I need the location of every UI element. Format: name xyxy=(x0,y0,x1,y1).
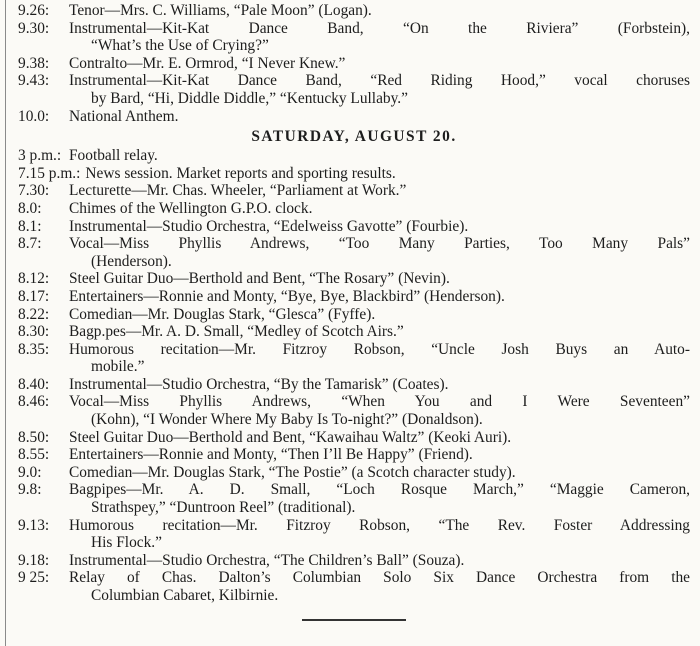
entry-line: Humorous recitation—Mr. Fitzroy Robson, “Uncle Josh Buys an Auto- xyxy=(69,340,690,358)
entry-description xyxy=(69,20,690,55)
programme-entry xyxy=(18,341,690,376)
entry-time: 10.0: xyxy=(18,107,50,125)
programme-entry xyxy=(18,464,690,482)
entry-description xyxy=(69,2,690,20)
programme-entry xyxy=(18,218,690,236)
entry-description xyxy=(69,165,690,183)
entry-line: Comedian—Mr. Douglas Stark, “The Postie” (a Scotch character study). xyxy=(69,463,516,481)
entry-line: Instrumental—Kit-Kat Dance Band, “On the Riviera” (Forbstein), xyxy=(69,19,690,37)
entry-line: “What’s the Use of Crying?” xyxy=(91,37,269,55)
entry-time: 9.30: xyxy=(18,19,50,37)
entry-description xyxy=(69,108,690,126)
entry-description xyxy=(69,306,690,324)
entry-description xyxy=(69,429,690,447)
programme-entry xyxy=(18,288,690,306)
entry-line: Tenor—Mrs. C. Williams, “Pale Moon” (Logan). xyxy=(69,2,372,19)
entry-line: Entertainers—Ronnie and Monty, “Bye, Bye, Blackbird” (Henderson). xyxy=(69,287,505,305)
end-rule xyxy=(302,619,406,621)
programme-entry xyxy=(18,55,690,73)
programme-entry xyxy=(18,182,690,200)
entry-description xyxy=(69,481,690,516)
programme-listing xyxy=(18,2,690,621)
entry-line: Vocal—Miss Phyllis Andrews, “When You and I Were Seventeen” xyxy=(69,393,690,411)
entry-line: Instrumental—Studio Orchestra, “The Children’s Ball” (Souza). xyxy=(69,551,465,569)
programme-entry xyxy=(18,270,690,288)
entry-description xyxy=(69,517,690,552)
entry-description xyxy=(69,341,690,376)
entry-line: Relay of Chas. Dalton’s Columbian Solo Six Dance Orchestra from the xyxy=(69,569,690,587)
entry-time: 7.15 p.m.: xyxy=(18,164,81,182)
entry-line: Bagp.pes—Mr. A. D. Small, “Medley of Scotch Airs.” xyxy=(69,323,404,341)
entry-time: 9.8: xyxy=(18,481,42,499)
programme-entry xyxy=(18,446,690,464)
entry-description xyxy=(69,55,690,73)
entry-description xyxy=(69,147,690,165)
programme-entry xyxy=(18,72,690,107)
entry-description xyxy=(69,200,690,218)
entry-time: 9.18: xyxy=(18,551,50,569)
entry-time: 8.55: xyxy=(18,446,50,464)
column-rule xyxy=(5,0,6,646)
entry-description xyxy=(69,569,690,604)
entry-line: Bagpipes—Mr. A. D. Small, “Loch Rosque March,” “Maggie Cameron, xyxy=(69,481,690,499)
entry-line: Contralto—Mr. E. Ormrod, “I Never Knew.” xyxy=(69,54,346,72)
entry-time: 8.40: xyxy=(18,375,50,393)
entry-description xyxy=(69,464,690,482)
programme-entry xyxy=(18,569,690,604)
entry-description xyxy=(69,446,690,464)
entry-line: Instrumental—Kit-Kat Dance Band, “Red Riding Hood,” vocal choruses xyxy=(69,72,690,90)
programme-entry xyxy=(18,306,690,324)
entry-line: Football relay. xyxy=(69,147,158,165)
entry-time: 9.43: xyxy=(18,72,50,90)
entry-time: 9.26: xyxy=(18,2,50,19)
programme-entry xyxy=(18,517,690,552)
entry-line: by Bard, “Hi, Diddle Diddle,” “Kentucky Lullaby.” xyxy=(91,89,408,107)
entry-line: mobile.” xyxy=(91,358,145,376)
entry-time: 8.22: xyxy=(18,305,50,323)
programme-entry xyxy=(18,165,690,183)
entry-description xyxy=(69,218,690,236)
entry-description xyxy=(69,270,690,288)
entry-line: Entertainers—Ronnie and Monty, “Then I’ll Be Happy” (Friend). xyxy=(69,446,473,464)
entry-description xyxy=(69,182,690,200)
entry-time: 9.38: xyxy=(18,54,50,72)
entry-description xyxy=(69,393,690,428)
programme-entry xyxy=(18,481,690,516)
entry-line: Steel Guitar Duo—Berthold and Bent, “The Rosary” (Nevin). xyxy=(69,270,450,288)
entry-time: 8.0: xyxy=(18,199,42,217)
programme-entry xyxy=(18,200,690,218)
programme-entry xyxy=(18,20,690,55)
entry-time: 8.46: xyxy=(18,393,50,411)
friday-programme xyxy=(18,2,690,125)
entry-line: (Henderson). xyxy=(91,252,172,270)
entry-time: 9 25: xyxy=(18,569,50,587)
entry-line: News session. Market reports and sporting results. xyxy=(85,164,396,182)
entry-line: National Anthem. xyxy=(69,107,179,125)
entry-line: Instrumental—Studio Orchestra, “Edelweiss Gavotte” (Fourbie). xyxy=(69,217,469,235)
entry-line: His Flock.” xyxy=(91,534,162,552)
entry-line: Humorous recitation—Mr. Fitzroy Robson, “The Rev. Foster Addressing xyxy=(69,516,690,534)
entry-line: Chimes of the Wellington G.P.O. clock. xyxy=(69,199,313,217)
entry-time: 3 p.m.: xyxy=(18,147,62,165)
entry-time: 8.12: xyxy=(18,270,50,288)
entry-description xyxy=(69,552,690,570)
entry-time: 9.13: xyxy=(18,516,50,534)
entry-time: 8.30: xyxy=(18,323,50,341)
entry-line: Instrumental—Studio Orchestra, “By the Tamarisk” (Coates). xyxy=(69,375,449,393)
entry-time: 8.7: xyxy=(18,235,42,253)
entry-line: Comedian—Mr. Douglas Stark, “Glesca” (Fyffe). xyxy=(69,305,376,323)
entry-line: Columbian Cabaret, Kilbirnie. xyxy=(91,587,279,604)
programme-entry xyxy=(18,323,690,341)
entry-time: 8.35: xyxy=(18,340,50,358)
entry-time: 8.17: xyxy=(18,287,50,305)
entry-time: 8.1: xyxy=(18,217,42,235)
entry-time: 8.50: xyxy=(18,428,50,446)
entry-description xyxy=(69,376,690,394)
entry-description xyxy=(69,323,690,341)
entry-line: Vocal—Miss Phyllis Andrews, “Too Many Parties, Too Many Pals” xyxy=(69,235,690,253)
entry-line: Strathspey,” “Duntroon Reel” (traditional). xyxy=(91,499,356,517)
programme-entry xyxy=(18,235,690,270)
entry-time: 7.30: xyxy=(18,182,50,200)
entry-line: Steel Guitar Duo—Berthold and Bent, “Kawaihau Waltz” (Keoki Auri). xyxy=(69,428,512,446)
programme-entry xyxy=(18,108,690,126)
entry-line: Lecturette—Mr. Chas. Wheeler, “Parliament at Work.” xyxy=(69,182,407,200)
programme-entry xyxy=(18,429,690,447)
programme-entry xyxy=(18,393,690,428)
programme-entry xyxy=(18,552,690,570)
entry-description xyxy=(69,235,690,270)
programme-entry xyxy=(18,376,690,394)
entry-line: (Kohn), “I Wonder Where My Baby Is To-night?” (Donaldson). xyxy=(91,411,483,429)
entry-description xyxy=(69,288,690,306)
entry-time: 9.0: xyxy=(18,463,42,481)
saturday-programme xyxy=(18,147,690,604)
entry-description xyxy=(69,72,690,107)
day-heading: SATURDAY, AUGUST 20. xyxy=(251,128,457,146)
programme-entry xyxy=(18,147,690,165)
programme-entry xyxy=(18,2,690,20)
